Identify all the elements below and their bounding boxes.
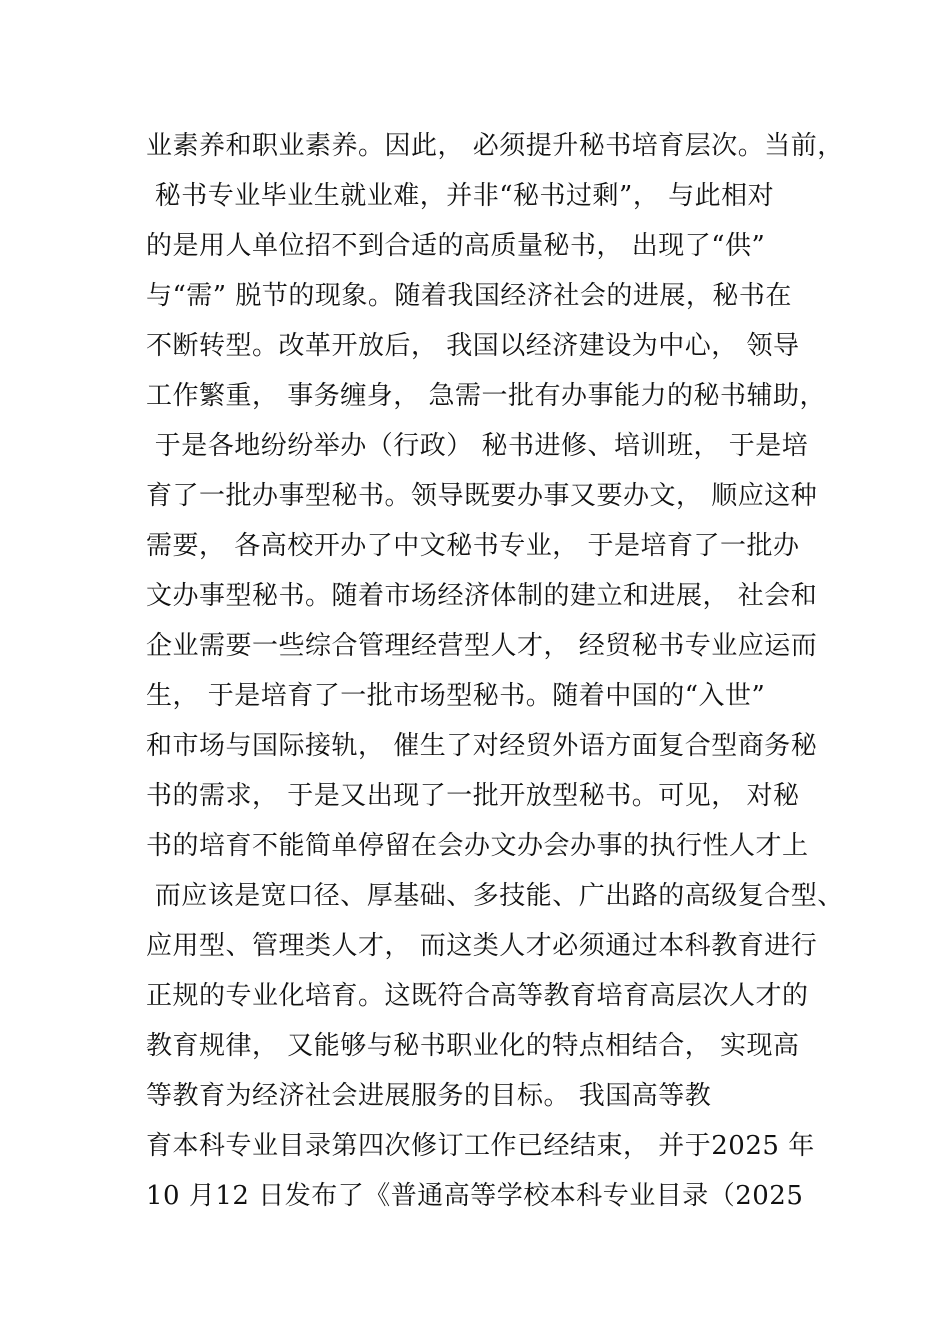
text-line: 10 月12 日发布了《普通高等学校本科专业目录（2025 xyxy=(146,1181,804,1211)
text-line: 的是用人单位招不到合适的高质量秘书， 出现了“供” xyxy=(146,231,766,261)
text-line: 于是各地纷纷举办（行政） 秘书进修、培训班， 于是培 xyxy=(146,431,809,461)
text-line: 与“需” 脱节的现象。随着我国经济社会的进展，秘书在 xyxy=(146,281,792,311)
text-line: 需要， 各高校开办了中文秘书专业， 于是培育了一批办 xyxy=(146,531,800,561)
body-text xyxy=(146,126,844,1226)
text-line: 书的需求， 于是又出现了一批开放型秘书。可见， 对秘 xyxy=(146,781,800,811)
text-line: 书的培育不能简单停留在会办文办会办事的执行性人才上 xyxy=(146,831,809,861)
text-line: 文办事型秘书。随着市场经济体制的建立和进展， 社会和 xyxy=(146,581,818,611)
text-line: 而应该是宽口径、厚基础、多技能、广出路的高级复合型、 xyxy=(146,881,844,911)
text-line: 应用型、管理类人才， 而这类人才必须通过本科教育进行 xyxy=(146,931,818,961)
text-line: 生， 于是培育了一批市场型秘书。随着中国的“入世” xyxy=(146,681,766,711)
text-line: 工作繁重， 事务缠身， 急需一批有办事能力的秘书辅助， xyxy=(146,381,827,411)
text-line: 企业需要一些综合管理经营型人才， 经贸秘书专业应运而 xyxy=(146,631,818,661)
text-line: 育了一批办事型秘书。领导既要办事又要办文， 顺应这种 xyxy=(146,481,818,511)
text-line: 等教育为经济社会进展服务的目标。 我国高等教 xyxy=(146,1081,712,1111)
text-line: 和市场与国际接轨， 催生了对经贸外语方面复合型商务秘 xyxy=(146,731,818,761)
text-line: 业素养和职业素养。因此， 必须提升秘书培育层次。当前， xyxy=(146,131,844,161)
text-line: 正规的专业化培育。这既符合高等教育培育高层次人才的 xyxy=(146,981,809,1011)
text-line: 育本科专业目录第四次修订工作已经结束， 并于2025 年 xyxy=(146,1131,815,1161)
text-line: 教育规律， 又能够与秘书职业化的特点相结合， 实现高 xyxy=(146,1031,800,1061)
text-line: 秘书专业毕业生就业难，并非“秘书过剩”， 与此相对 xyxy=(146,181,775,211)
text-line: 不断转型。改革开放后， 我国以经济建设为中心， 领导 xyxy=(146,331,800,361)
